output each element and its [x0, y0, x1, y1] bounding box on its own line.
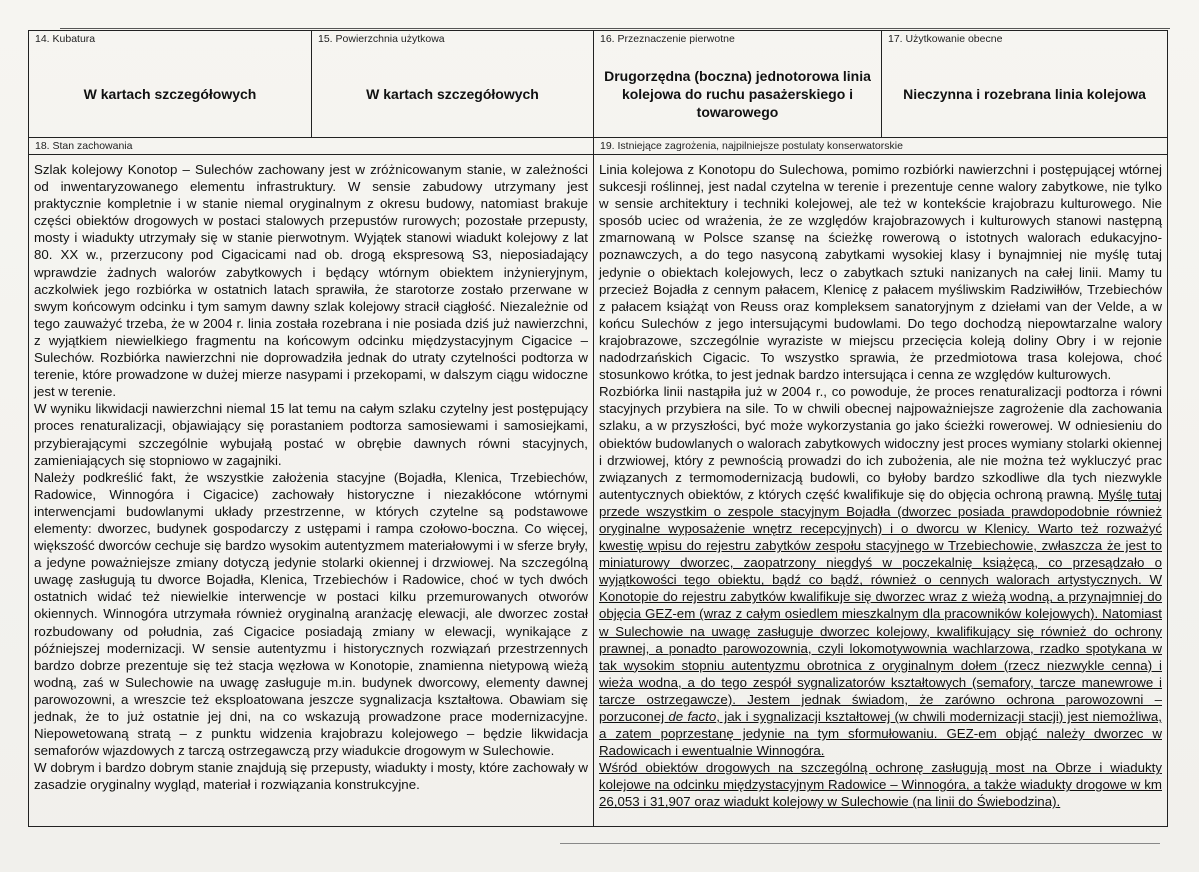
- threats-paragraph-2-underlined-a: Myślę tutaj przede wszystkim o zespole stacyjnym Bojadła (dworzec posiada prawdopodobnie również oryginalne wyposażenie wnętrz recepcyjnych) i o dworcu w Klenicy. Warto też rozważyć kwestię wpisu do rejestru zabytków zespołu stacyjnego w Trzebiechowie, zwłaszcza że jest to miniaturowy dworzec, zaopatrzony niegdyś w poczekalnię książęcą, co przesądzało o wyjątkowości tego obiektu, bądź co bądź, również o cennych walorach artystycznych. W Konotopie do rejestru zabytków kwalifikuje się dworzec wraz z wieżą wodną, a przynajmniej do objęcia GEZ-em (wraz z całym osiedlem mieszkalnym dla pracowników kolejowych). Natomiast w Sulechowie na uwagę zasługuje dworzec kolejowy, kwalifikujący się również do ochrony prawnej, a ponadto parowozownia, czyli lokomotywownia wachlarzowa, rzadko spotykana w tak wysokim stopniu autentyzmu obrotnica z oryginalnym dołem (rzecz niezwykle cenna) i wieża wodna, a do tego zespół sygnalizatorów kształtowych (semafory, tarcze manewrowe i tarcze ostrzegawcze). Jestem jednak świadom, że zarówno ochrona parowozowni – porzuconej: [599, 486, 1162, 724]
- condition-paragraph-2: W wyniku likwidacji nawierzchni niemal 15 lat temu na całym szlaku czytelny jest postępujący proces renaturalizacji, objawiający się porastaniem podtorza samosiewami i samosiejkami, przybierającymi szczególnie wybujałą postać w obrębie dawnych równi stacyjnych, zamieniających się stopniowo w zagajniki.: [34, 401, 588, 468]
- field-19-label: 19. Istniejące zagrożenia, najpilniejsze postulaty konserwatorskie: [594, 138, 1167, 155]
- header-row: [29, 31, 1167, 138]
- field-17-current-use: [882, 31, 1167, 137]
- field-16-value: Drugorzędna (boczna) jednotorowa linia kolejowa do ruchu pasażerskiego i towarowego: [604, 68, 871, 120]
- threats-paragraph-2-plain: Rozbiórka linii nastąpiła już w 2004 r., co powoduje, że proces renaturalizacji podtorza i równi stacyjnych przybiera na sile. To w chwili obecnej najpoważniejsze zagrożenie dla zachowania szlaku, a w przyszłości, być może wykorzystania go jako ścieżki rowerowej. W odniesieniu do obiektów budowlanych o walorach zabytkowych widoczny jest proces wymiany stolarki okiennej i drzwiowej, który z pewnością prowadzi do ich zubożenia, ale nie można też wykluczyć prac związanych z termomodernizacją budowli, co byłoby bardzo szkodliwe dla tych niezwykle autentycznych obiektów, z których część kwalifikuje się do objęcia ochroną prawną.: [599, 384, 1162, 502]
- threats-paragraph-1: Linia kolejowa z Konotopu do Sulechowa, pomimo rozbiórki nawierzchni i postępującej wtórnej sukcesji roślinnej, jest nadal czytelna w terenie i prezentuje cenne walory zabytkowe, nie tylko w sensie architektury i techniki kolejowej, ale też w kontekście krajobrazu kulturowego. Nie sposób uciec od wrażenia, że ze względów krajobrazowych i kulturowych stanowi następną zmarnowaną w Polsce szansę na ścieżkę rowerową o istotnych walorach edukacyjno-poznawczych, a do tego nasyconą zabytkami wysokiej klasy i bynajmniej nie myślę tutaj jedynie o obiektach kolejowych, lecz o zabytkach sztuki nanizanych na całej linii. Mamy tu przecież Bojadła z cennym pałacem, Klenicę z pałacem myśliwskim Radziwiłłów, Trzebiechów z pałacem książąt von Reuss oraz kompleksem sanatoryjnym z dziełami van der Velde, a w końcu Sulechów z jego intersującymi budowlami. Do tego dochodzą niepowtarzalne walory krajobrazowe, szczególnie wyraziste w miejscu przecięcia koleją doliny Obry i w rejonie nadodrzańskich Cigacic. To wszystko sprawia, że przedmiotowa trasa kolejowa, choć stosunkowo krótka, to jest jednak bardzo intersująca i cenna ze względów kulturowych.: [599, 162, 1162, 383]
- field-18-text: [29, 155, 593, 793]
- field-17-label: 17. Użytkowanie obecne: [888, 33, 1003, 45]
- body-row: [29, 138, 1167, 826]
- condition-paragraph-3: Należy podkreślić fakt, że wszystkie założenia stacyjne (Bojadła, Klenica, Trzebiechów, Radowice, Winnogóra i Cigacice) zachowały historyczne i niezakłócone wtórnymi interwencjami budowlanymi układy przestrzenne, w których czytelne są podstawowe elementy: dworzec, budynek gospodarczy z ustępami i rampa czołowo-boczna. Co więcej, większość dworców cechuje się bardzo wysokim autentyzmem materiałowymi i w sferze bryły, a jedyne poważniejsze zmiany dotyczą jedynie stolarki okiennej i drzwiowej. Na szczególną uwagę zasługują tu dworce Bojadła, Klenica, Trzebiechów i Radowice, choć w tych dwóch ostatnich widać też niewielkie interwencje w postaci kilku przemurowanych otworów okiennych. Winnogóra utrzymała również oryginalną aranżację elewacji, ale dworzec został rozbudowany od południa, zaś Cigacice posiadają zmiany w elewacji, wynikające z późniejszej modernizacji. W sensie autentyzmu i historycznych rozwiązań przestrzennych bardzo dobrze prezentuje się też stacja węzłowa w Konotopie, znamienna nietypową wieżą wodną, zaś w Sulechowie na uwagę zasługuje m.in. budynek dworcowy, elementy dawnej parowozowni, a wreszcie też eksploatowana jeszcze sygnalizacja kształtowa. Obawiam się jednak, że to już ostatnie jej dni, na co wskazują prowadzone prace modernizacyjne. Niepowetowaną stratą – z punktu widzenia krajobrazu kolejowego – będzie likwidacja semaforów wjazdowych z tarczą ostrzegawczą przy wiadukcie drogowym w Sulechowie.: [34, 469, 588, 759]
- field-15-value: W kartach szczegółowych: [366, 86, 539, 102]
- field-18-label: 18. Stan zachowania: [29, 138, 593, 155]
- threats-paragraph-2-italic: de facto: [668, 709, 717, 724]
- condition-paragraph-4: W dobrym i bardzo dobrym stanie znajdują się przepusty, wiadukty i mosty, które zachowały w zasadzie oryginalny wygląd, materiał i rozwiązania konstrukcyjne.: [34, 760, 588, 793]
- field-16-label: 16. Przeznaczenie pierwotne: [600, 33, 735, 45]
- form-grid: [28, 30, 1168, 827]
- field-19-threats: [594, 138, 1167, 826]
- field-15-label: 15. Powierzchnia użytkowa: [318, 33, 445, 45]
- field-14-label: 14. Kubatura: [35, 33, 96, 45]
- condition-paragraph-1: Szlak kolejowy Konotop – Sulechów zachowany jest w zróżnicowanym stanie, w zależności od inwentaryzowanego elementu infrastruktury. W sensie zabudowy utrzymany jest praktycznie kompletnie i w stanie niemal oryginalnym z okresu budowy, natomiast brakuje części obiektów drogowych w postaci stalowych przepustów rurowych; pozostałe przepusty, mosty i wiadukty utrzymały się w stanie pierwotnym. Wyjątek stanowi wiadukt kolejowy z lat 80. XX w., przerzucony pod Cigacicami nad ob. drogą ekspresową S3, nieposiadający wprawdzie żadnych walorów zabytkowych i będący wtórnym obiektem inżynieryjnym, aczkolwiek jego rozbiórka w ostatnich latach sprawiła, że starotorze zostało przerwane w swym końcowym odcinku i tym samym dawny szlak kolejowy stracił ciągłość. Niezależnie od tego zauważyć trzeba, że w 2004 r. linia została rozebrana i nie posiada dziś już nawierzchni, z wyjątkiem niewielkiego fragmentu na końcowym odcinku międzystacyjnym Cigacice – Sulechów. Rozbiórka nawierzchni nie doprowadziła jednak do utraty czytelności podtorza w terenie, które prowadzone w dużej mierze nasypami i przekopami, w dalszym ciągu widoczne jest w terenie.: [34, 162, 588, 400]
- field-19-text: [594, 155, 1167, 811]
- threats-paragraph-2-underlined-b: , jak i sygnalizacji kształtowej (w chwili modernizacji stacji) jest niemożliwa, a zatem poprzestanę jedynie na tym sformułowaniu. GEZ-em objąć należy dworzec w Radowicach i ewentualnie Winnogóra.: [599, 709, 1163, 759]
- threats-paragraph-2: [599, 383, 1162, 759]
- field-15-usable-area: [312, 31, 594, 137]
- field-14-cubature: [29, 31, 312, 137]
- field-16-original-purpose: [594, 31, 882, 137]
- top-rule: [60, 28, 1170, 29]
- bottom-rule: [560, 843, 1160, 844]
- threats-paragraph-3: Wśród obiektów drogowych na szczególną ochronę zasługują most na Obrze i wiadukty kolejowe na odcinku międzystacyjnym Radowice – Winnogóra, a także wiadukty drogowe w km 26,053 i 31,907 oraz wiadukt kolejowy w Sulechowie (na linii do Świebodzina).: [599, 760, 1162, 810]
- field-17-value: Nieczynna i rozebrana linia kolejowa: [903, 86, 1146, 102]
- field-18-condition: [29, 138, 594, 826]
- field-14-value: W kartach szczegółowych: [83, 86, 257, 102]
